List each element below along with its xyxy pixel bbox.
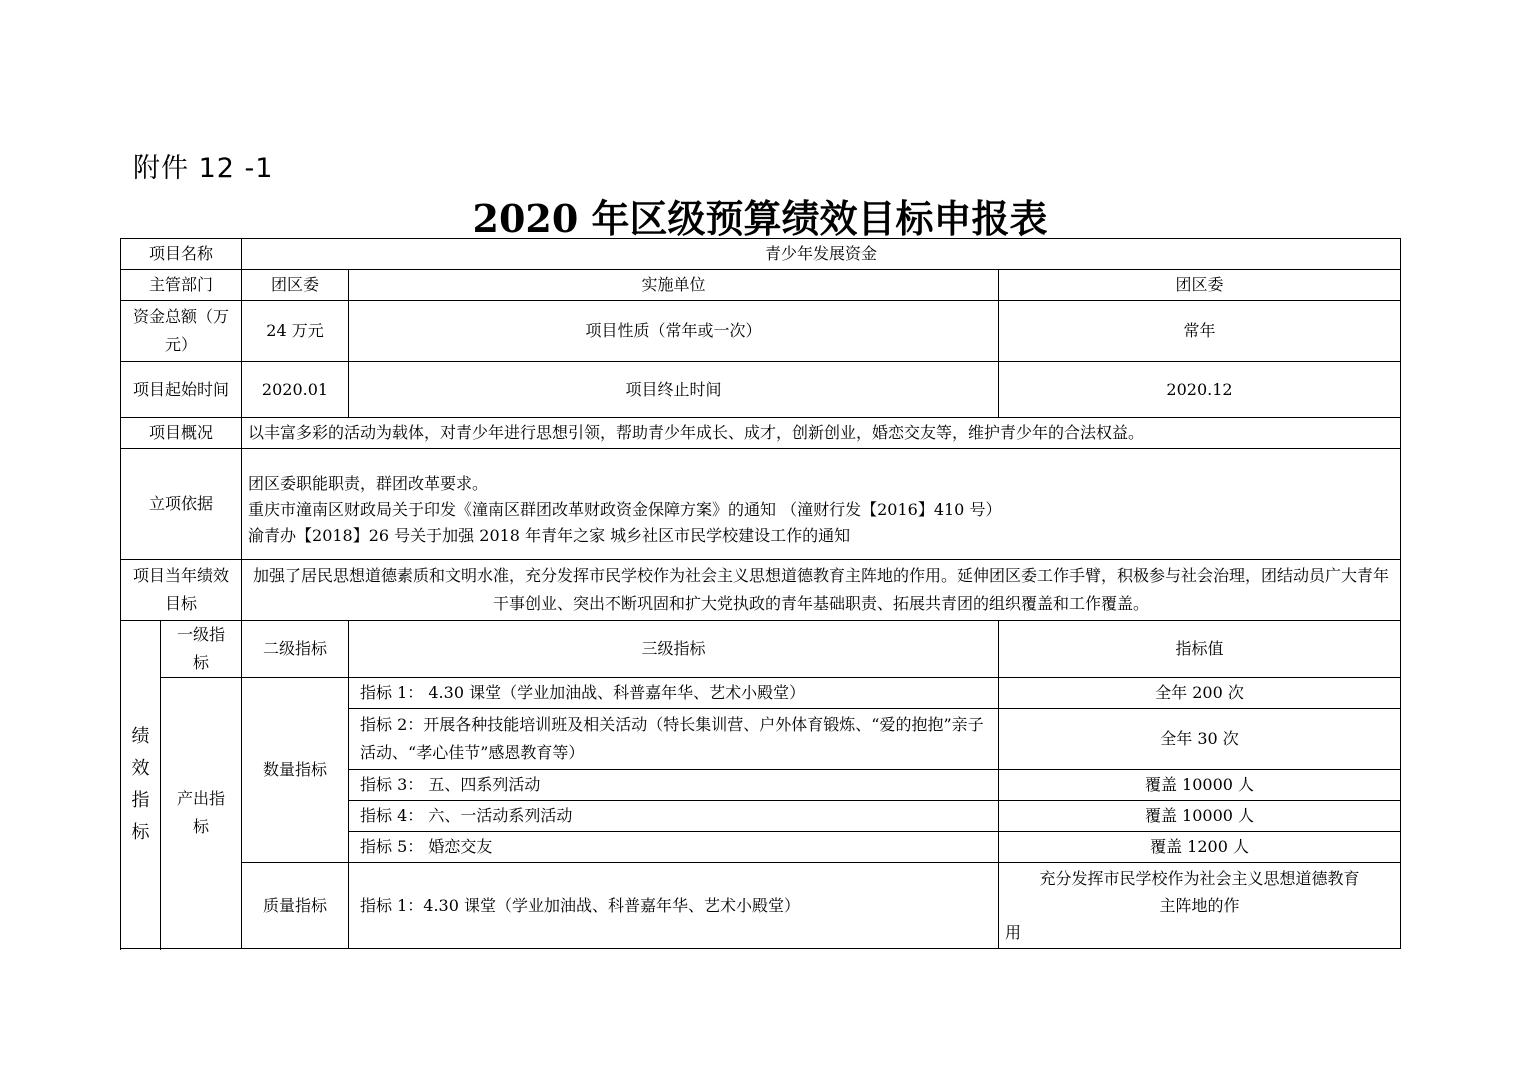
impl-unit-value: 团区委	[999, 270, 1401, 301]
quality-value-line: 主阵地的作	[1159, 896, 1240, 915]
row-basis	[121, 449, 1401, 560]
overview-label: 项目概况	[121, 418, 242, 449]
end-value: 2020.12	[999, 362, 1401, 418]
row-indicator-header	[121, 621, 1401, 678]
quantity-item-value: 覆盖 10000 人	[999, 770, 1401, 801]
table-row	[121, 863, 1401, 949]
overview-value: 以丰富多彩的活动为载体，对青少年进行思想引领，帮助青少年成长、成才，创新创业，婚恋交友等，维护青少年的合法权益。	[242, 418, 1401, 449]
level2-header: 二级指标	[242, 621, 349, 678]
basis-line: 渝青办【2018】26 号关于加强 2018 年青年之家 城乡社区市民学校建设工作的通知	[248, 526, 851, 545]
quantity-item-name: 指标 2：开展各种技能培训班及相关活动（特长集训营、户外体育锻炼、“爱的抱抱”亲子活动、“孝心佳节”感恩教育等）	[349, 709, 999, 770]
page-title: 2020 年区级预算绩效目标申报表	[472, 196, 1048, 241]
quantity-item-name: 指标 4： 六、一活动系列活动	[349, 801, 999, 832]
project-name-label: 项目名称	[121, 239, 242, 270]
dept-value: 团区委	[242, 270, 349, 301]
row-overview	[121, 418, 1401, 449]
fund-label: 资金总额（万元）	[121, 301, 242, 362]
impl-unit-label: 实施单位	[349, 270, 999, 301]
quality-item-name: 指标 1：4.30 课堂（学业加油战、科普嘉年华、艺术小殿堂）	[349, 863, 999, 949]
table-row	[121, 678, 1401, 709]
quality-item-value	[999, 863, 1401, 949]
quantity-item-name: 指标 3： 五、四系列活动	[349, 770, 999, 801]
basis-value	[242, 449, 1401, 560]
quality-label: 质量指标	[242, 863, 349, 949]
section-label	[121, 621, 161, 949]
quantity-item-value: 覆盖 1200 人	[999, 832, 1401, 863]
quality-value-line: 充分发挥市民学校作为社会主义思想道德教育	[1039, 869, 1360, 888]
row-department	[121, 270, 1401, 301]
section-label-text: 绩效指标	[131, 725, 150, 843]
level1-output: 产出指标	[161, 678, 242, 949]
attachment-number: 附件 12 -1	[133, 153, 274, 184]
start-value: 2020.01	[242, 362, 349, 418]
value-header: 指标值	[999, 621, 1401, 678]
basis-line: 重庆市潼南区财政局关于印发《潼南区群团改革财政资金保障方案》的通知 （潼财行发【2016】410 号）	[248, 500, 1002, 519]
budget-form-table	[120, 238, 1401, 949]
nature-label: 项目性质（常年或一次）	[349, 301, 999, 362]
basis-line: 团区委职能职责，群团改革要求。	[248, 474, 489, 493]
quantity-item-value: 全年 200 次	[999, 678, 1401, 709]
quantity-item-value: 覆盖 10000 人	[999, 801, 1401, 832]
row-goal	[121, 560, 1401, 621]
level1-header: 一级指标	[161, 621, 242, 678]
quantity-item-name: 指标 5： 婚恋交友	[349, 832, 999, 863]
start-label: 项目起始时间	[121, 362, 242, 418]
row-dates	[121, 362, 1401, 418]
quantity-label: 数量指标	[242, 678, 349, 863]
quality-value-line: 用	[1005, 923, 1022, 942]
nature-value: 常年	[999, 301, 1401, 362]
project-name-value: 青少年发展资金	[242, 239, 1401, 270]
fund-value: 24 万元	[242, 301, 349, 362]
basis-label: 立项依据	[121, 449, 242, 560]
level3-header: 三级指标	[349, 621, 999, 678]
row-fund	[121, 301, 1401, 362]
dept-label: 主管部门	[121, 270, 242, 301]
goal-label: 项目当年绩效目标	[121, 560, 242, 621]
goal-value: 加强了居民思想道德素质和文明水准，充分发挥市民学校作为社会主义思想道德教育主阵地的作用。延伸团区委工作手臂，积极参与社会治理，团结动员广大青年干事创业、突出不断巩固和扩大党执政的青年基础职责、拓展共青团的组织覆盖和工作覆盖。	[242, 560, 1401, 621]
quantity-item-value: 全年 30 次	[999, 709, 1401, 770]
quantity-item-name: 指标 1： 4.30 课堂（学业加油战、科普嘉年华、艺术小殿堂）	[349, 678, 999, 709]
end-label: 项目终止时间	[349, 362, 999, 418]
row-project-name	[121, 239, 1401, 270]
